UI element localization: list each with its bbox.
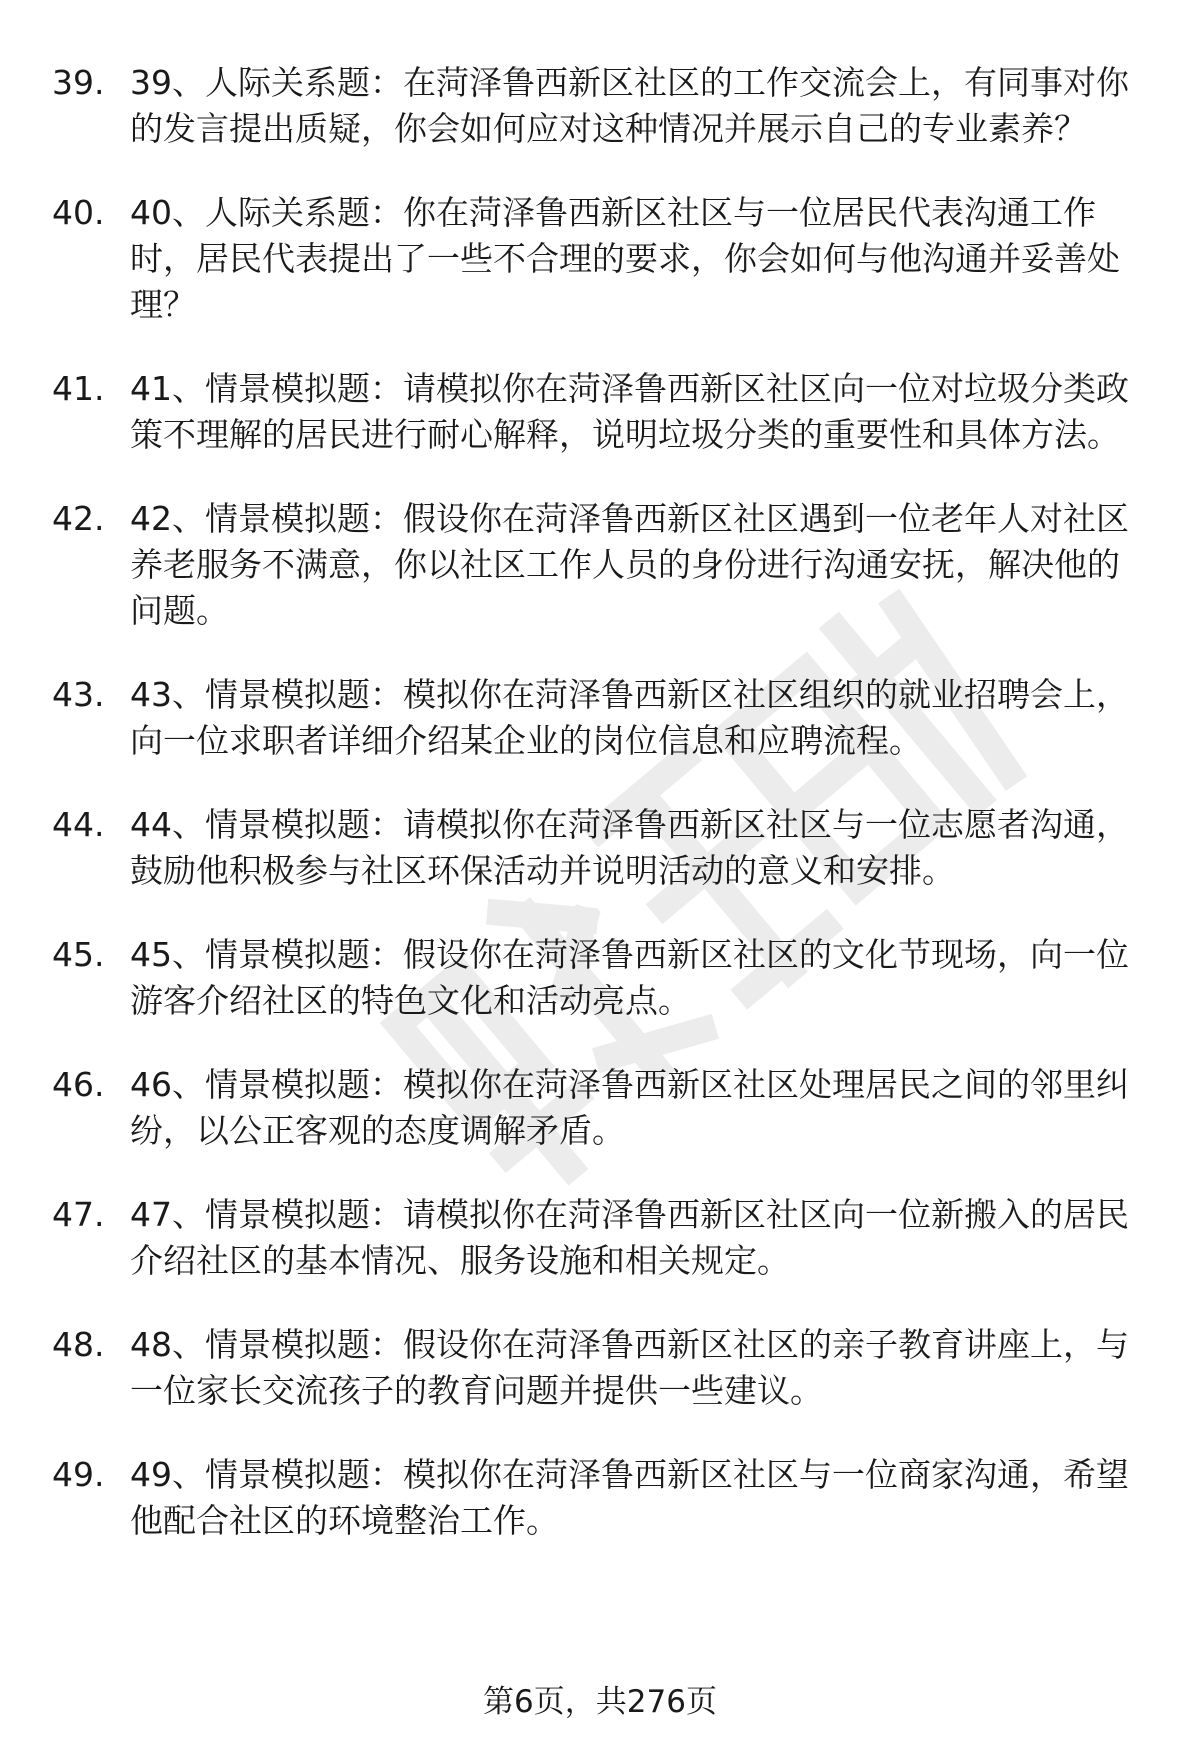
question-item <box>52 1322 1152 1414</box>
question-item <box>52 802 1152 894</box>
question-number: 41. <box>52 369 105 408</box>
question-text: 43、情景模拟题：模拟你在菏泽鲁西新区社区组织的就业招聘会上，向一位求职者详细介绍某企业的岗位信息和应聘流程。 <box>130 675 1129 760</box>
question-number: 44. <box>52 805 105 844</box>
question-item <box>52 1192 1152 1284</box>
question-text: 46、情景模拟题：模拟你在菏泽鲁西新区社区处理居民之间的邻里纠纷，以公正客观的态度调解矛盾。 <box>130 1065 1129 1150</box>
question-item <box>52 1452 1152 1544</box>
question-item <box>52 366 1152 458</box>
question-text: 48、情景模拟题：假设你在菏泽鲁西新区社区的亲子教育讲座上，与一位家长交流孩子的教育问题并提供一些建议。 <box>130 1325 1129 1410</box>
question-item <box>52 672 1152 764</box>
page-footer: 第6页，共276页 <box>483 1684 717 1720</box>
question-text: 42、情景模拟题：假设你在菏泽鲁西新区社区遇到一位老年人对社区养老服务不满意，你以社区工作人员的身份进行沟通安抚，解决他的问题。 <box>130 499 1129 630</box>
question-number: 46. <box>52 1065 105 1104</box>
question-item <box>52 190 1152 328</box>
question-text: 49、情景模拟题：模拟你在菏泽鲁西新区社区与一位商家沟通，希望他配合社区的环境整治工作。 <box>130 1455 1129 1540</box>
question-item <box>52 932 1152 1024</box>
question-number: 42. <box>52 499 105 538</box>
question-number: 40. <box>52 193 105 232</box>
question-item <box>52 496 1152 634</box>
question-number: 48. <box>52 1325 105 1364</box>
question-text: 45、情景模拟题：假设你在菏泽鲁西新区社区的文化节现场，向一位游客介绍社区的特色文化和活动亮点。 <box>130 935 1129 1020</box>
question-text: 40、人际关系题：你在菏泽鲁西新区社区与一位居民代表沟通工作时，居民代表提出了一些不合理的要求，你会如何与他沟通并妥善处理？ <box>130 193 1120 324</box>
question-list <box>52 60 1152 1582</box>
question-number: 39. <box>52 63 105 102</box>
question-item <box>52 60 1152 152</box>
question-number: 49. <box>52 1455 105 1494</box>
question-item <box>52 1062 1152 1154</box>
question-text: 39、人际关系题：在菏泽鲁西新区社区的工作交流会上，有同事对你的发言提出质疑，你会如何应对这种情况并展示自己的专业素养？ <box>130 63 1129 148</box>
question-number: 43. <box>52 675 105 714</box>
question-number: 45. <box>52 935 105 974</box>
question-text: 44、情景模拟题：请模拟你在菏泽鲁西新区社区与一位志愿者沟通，鼓励他积极参与社区环保活动并说明活动的意义和安排。 <box>130 805 1129 890</box>
question-number: 47. <box>52 1195 105 1234</box>
question-text: 47、情景模拟题：请模拟你在菏泽鲁西新区社区向一位新搬入的居民介绍社区的基本情况、服务设施和相关规定。 <box>130 1195 1129 1280</box>
question-text: 41、情景模拟题：请模拟你在菏泽鲁西新区社区向一位对垃圾分类政策不理解的居民进行耐心解释，说明垃圾分类的重要性和具体方法。 <box>130 369 1129 454</box>
